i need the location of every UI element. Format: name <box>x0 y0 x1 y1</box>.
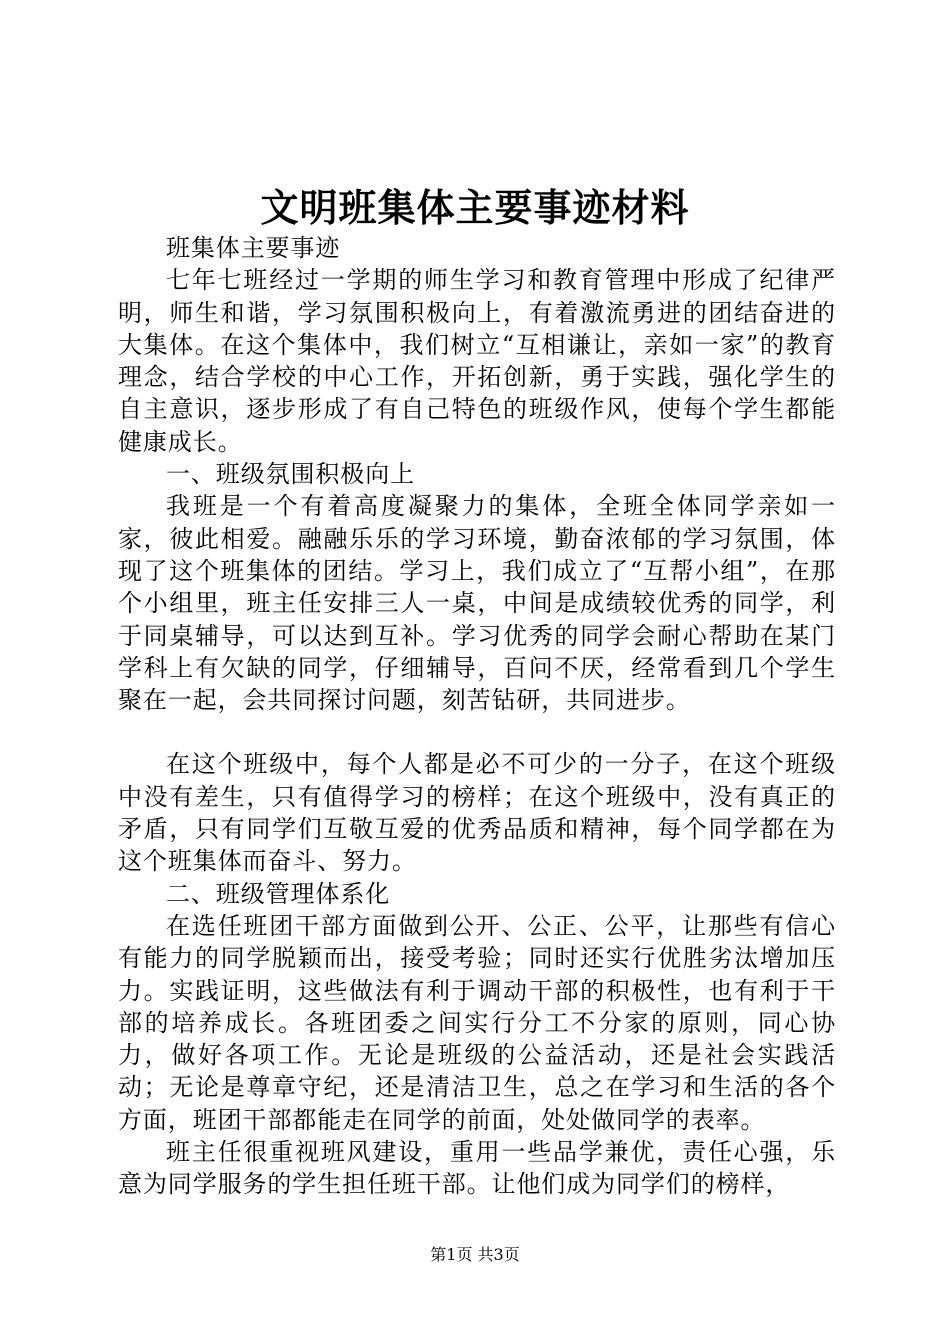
paragraph-heading-main: 班集体主要事迹 <box>166 234 341 262</box>
paragraph-atmosphere: 我班是一个有着高度凝聚力的集体，全班全体同学亲如一家，彼此相爱。融融乐乐的学习环境，勤奋浓郁的学习氛围，体现了这个班集体的团结。学习上，我们成立了“互帮小组”，在那个小组里，班主任安排三人一桌，中间是成绩较优秀的同学，利于同桌辅导，可以达到互补。学习优秀的同学会耐心帮助在某门学科上有欠缺的同学，仔细辅导，百问不厌，经常看到几个学生聚在一起，会共同探讨问题，刻苦钻研，共同进步。 <box>118 492 836 715</box>
paragraph-class-style: 班主任很重视班风建设，重用一些品学兼优，责任心强，乐意为同学服务的学生担任班干部。让他们成为同学们的榜样， <box>118 1138 836 1199</box>
paragraph-cadre-selection: 在选任班团干部方面做到公开、公正、公平，让那些有信心有能力的同学脱颖而出，接受考验；同时还实行优胜劣汰增加压力。实践证明，这些做法有利于调动干部的积极性，也有利于干部的培养成长。各班团委之间实行分工不分家的原则，同心协力，做好各项工作。无论是班级的公益活动，还是社会实践活动；无论是尊章守纪，还是清洁卫生，总之在学习和生活的各个方面，班团干部都能走在同学的前面，处处做同学的表率。 <box>118 911 836 1134</box>
paragraph-every-member: 在这个班级中，每个人都是必不可少的一分子，在这个班级中没有差生，只有值得学习的榜样；在这个班级中，没有真正的矛盾，只有同学们互敬互爱的优秀品质和精神，每个同学都在为这个班集体而奋斗、努力。 <box>118 750 836 876</box>
section-heading-management: 二、班级管理体系化 <box>166 879 391 908</box>
document-title: 文明班集体主要事迹材料 <box>260 185 690 230</box>
page-number-footer: 第1页 共3页 <box>430 1245 520 1264</box>
section-heading-atmosphere: 一、班级氛围积极向上 <box>166 460 415 489</box>
document-body <box>118 232 836 1201</box>
paragraph-gap <box>118 716 836 748</box>
paragraph-intro: 七年七班经过一学期的师生学习和教育管理中形成了纪律严明，师生和谐，学习氛围积极向上，有着激流勇进的团结奋进的大集体。在这个集体中，我们树立“互相谦让，亲如一家”的教育理念，结合学校的中心工作，开拓创新，勇于实践，强化学生的自主意识，逐步形成了有自己特色的班级作风，使每个学生都能健康成长。 <box>118 266 836 456</box>
